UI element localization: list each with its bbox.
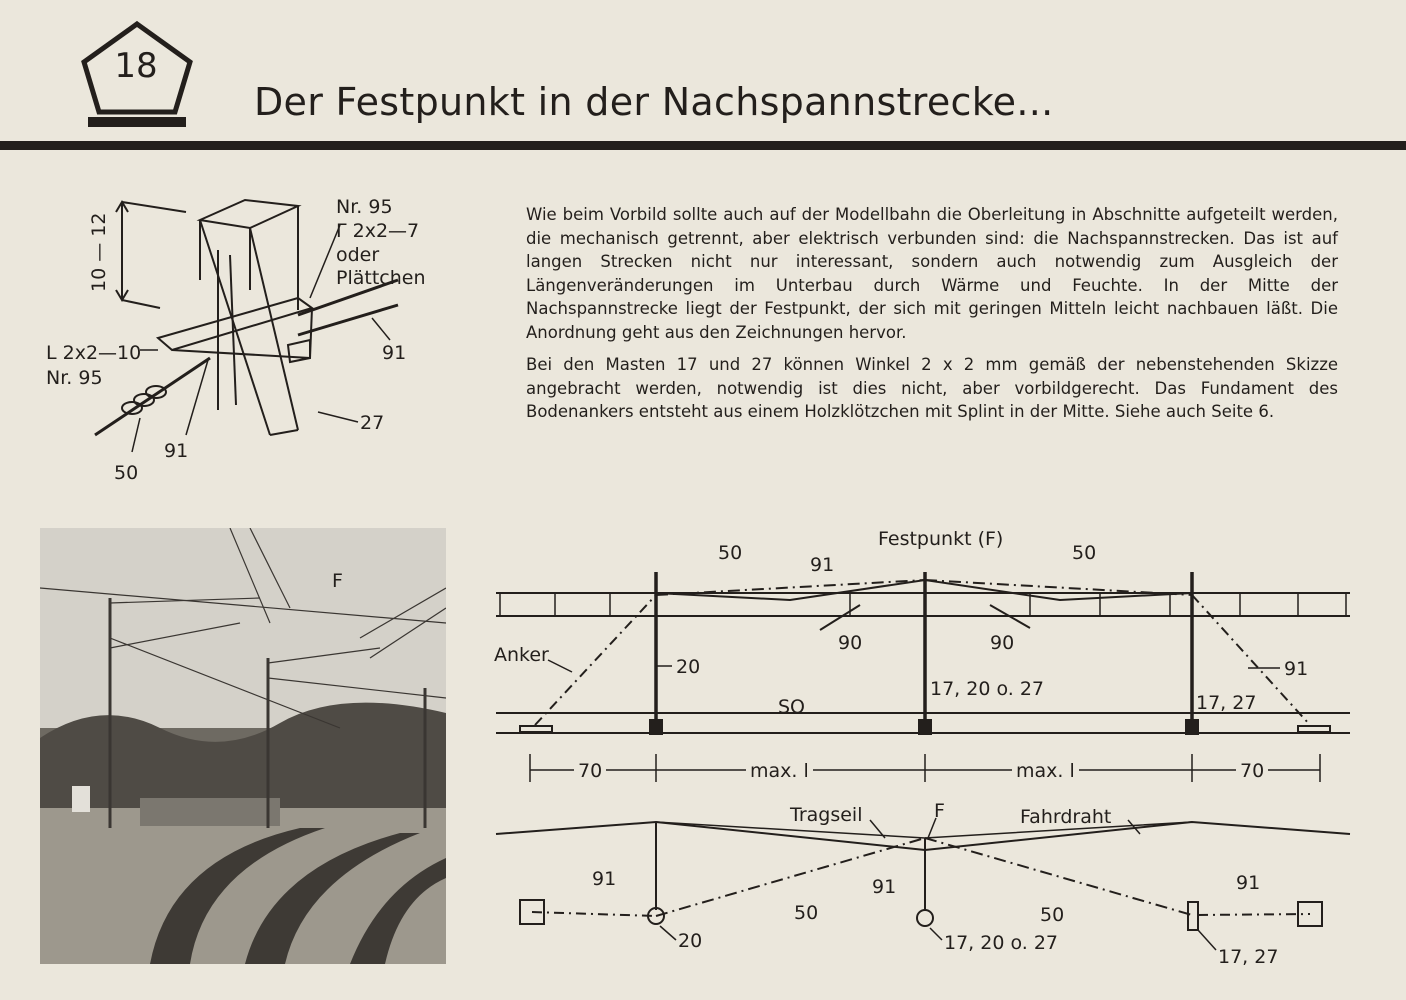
label-mast-20: 20 [678,930,703,952]
label-50-left: 50 [718,542,743,564]
label-f: F [934,800,945,822]
label-mast-center: 17, 20 o. 27 [930,678,1045,700]
label-plaettchen: Plättchen [336,267,426,289]
label-91-right: 91 [1236,872,1261,894]
dimension-max-left: max. l [746,760,813,782]
label-festpunkt: Festpunkt (F) [878,528,1004,550]
elevation-drawing-lines-icon [480,520,1380,790]
plan-drawing [480,800,1380,980]
label-angle-top: Γ 2x2—7 [336,220,420,242]
label-50-right: 50 [1040,904,1065,926]
label-91-right: 91 [1284,658,1309,680]
dimension-max-right: max. l [1012,760,1079,782]
label-fahrdraht: Fahrdraht [1020,806,1112,828]
page-title: Der Festpunkt in der Nachspannstrecke... [254,80,1054,124]
dimension-height-label: 10 — 12 [88,212,110,292]
label-angle-left: L 2x2—10 [46,342,142,364]
label-91-center: 91 [872,876,897,898]
label-mast-right: 17, 27 [1218,946,1279,968]
label-oder: oder [336,244,380,266]
railway-photo-icon [40,528,446,964]
label-50-right: 50 [1072,542,1097,564]
label-so: SO [778,696,806,718]
label-50: 50 [114,462,139,484]
label-50-left: 50 [794,902,819,924]
label-27: 27 [360,412,385,434]
label-91-right: 91 [382,342,407,364]
label-nr95-left: Nr. 95 [46,367,103,389]
dimension-70-left: 70 [574,760,606,782]
label-91-left: 91 [592,868,617,890]
page-number: 18 [114,46,158,86]
label-tragseil: Tragseil [790,804,863,826]
header-rule [0,141,1406,150]
dimension-70-right: 70 [1236,760,1268,782]
label-mast-right: 17, 27 [1196,692,1257,714]
label-90-right: 90 [990,632,1015,654]
catenary-photo [40,528,446,964]
body-paragraph-1: Wie beim Vorbild sollte auch auf der Modellbahn die Oberleitung in Abschnitte aufgeteilt werden, die mechanisch getrennt, aber elektrisch verbunden sind: die Nachspannstrecken. Das ist auf langen Strecken nicht nur interessant, sondern auch notwendig zum Ausgleich der Längenveränderungen im Unterbau durch Wärme und Feuchte. In der Mitte der Nachspannstrecke liegt der Festpunkt, der sich mit geringen Mitteln leicht nachbauen läßt. Die Anordnung geht aus den Zeichnungen hervor. [526,205,1338,342]
label-nr95-top: Nr. 95 [336,196,393,218]
label-91-bottom: 91 [164,440,189,462]
label-91-top: 91 [810,554,835,576]
elevation-drawing [480,520,1380,790]
mast-detail-sketch [40,190,460,490]
label-mast-20: 20 [676,656,701,678]
label-mast-center: 17, 20 o. 27 [944,932,1059,954]
label-anker: Anker [494,644,549,666]
label-90-left: 90 [838,632,863,654]
body-paragraph-2: Bei den Masten 17 und 27 können Winkel 2 x 2 mm gemäß der nebenstehenden Skizze angebracht werden, notwendig ist dies nicht, aber vorbildgerecht. Das Fundament des Bodenankers entsteht aus einem Holzklötzchen mit Splint in der Mitte. Siehe auch Seite 6. [526,355,1338,421]
photo-label-f: F [332,570,343,592]
